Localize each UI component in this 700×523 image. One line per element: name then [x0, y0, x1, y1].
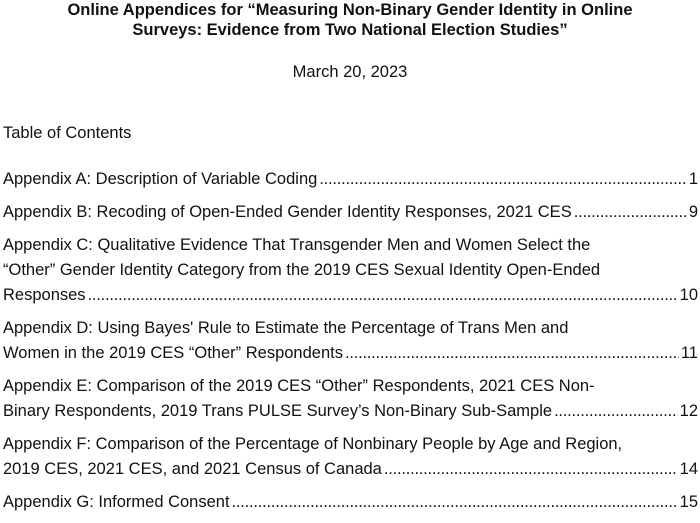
document-title [0, 0, 700, 40]
toc-entry-text: Binary Respondents, 2019 Trans PULSE Survey’s Non-Binary Sub-Sample [3, 402, 553, 420]
toc-entry-text: Appendix C: Qualitative Evidence That Transgender Men and Women Select the [3, 236, 591, 254]
table-of-contents [3, 167, 698, 523]
toc-page-number: 15 [679, 493, 698, 511]
toc-entry-text: Appendix E: Comparison of the 2019 CES “Other” Respondents, 2021 CES Non- [3, 377, 595, 395]
toc-entry-lastline [3, 341, 698, 366]
toc-entry-text: Appendix F: Comparison of the Percentage of Nonbinary People by Age and Region, [3, 435, 623, 453]
title-line-1: Online Appendices for “Measuring Non-Binary Gender Identity in Online [67, 1, 633, 19]
dot-leader [319, 167, 687, 192]
title-line-2: Surveys: Evidence from Two National Election Studies” [132, 21, 568, 39]
dot-leader [384, 457, 678, 482]
toc-entry-lastline [3, 283, 698, 308]
toc-entry[interactable] [3, 374, 698, 424]
dot-leader [554, 399, 678, 424]
toc-entry-lastline [3, 200, 698, 225]
toc-heading: Table of Contents [3, 124, 132, 142]
toc-page-number: 9 [688, 203, 698, 221]
toc-entry-lastline [3, 490, 698, 515]
toc-entry-lastline [3, 457, 698, 482]
toc-entry-text: Appendix G: Informed Consent [3, 493, 230, 511]
dot-leader [345, 341, 679, 366]
toc-entry[interactable] [3, 316, 698, 366]
toc-entry[interactable] [3, 233, 698, 308]
dot-leader [574, 200, 687, 225]
toc-page-number: 10 [679, 286, 698, 304]
toc-entry-text: Appendix B: Recoding of Open-Ended Gender Identity Responses, 2021 CES [3, 203, 572, 221]
toc-entry-text: “Other” Gender Identity Category from the 2019 CES Sexual Identity Open-Ended [3, 261, 601, 279]
toc-entry[interactable] [3, 432, 698, 482]
toc-page-number: 11 [680, 344, 698, 362]
toc-entry-lastline [3, 399, 698, 424]
toc-entry-text: Appendix D: Using Bayes' Rule to Estimate the Percentage of Trans Men and [3, 319, 569, 337]
toc-page-number: 12 [679, 402, 698, 420]
toc-entry-text: Appendix A: Description of Variable Coding [3, 170, 318, 188]
toc-entry[interactable] [3, 200, 698, 225]
toc-entry-lastline [3, 167, 698, 192]
toc-page-number: 14 [679, 460, 698, 478]
toc-page-number: 1 [688, 170, 698, 188]
toc-entry[interactable] [3, 490, 698, 515]
dot-leader [232, 490, 678, 515]
toc-entry[interactable] [3, 167, 698, 192]
toc-entry-text: Women in the 2019 CES “Other” Respondents [3, 344, 343, 362]
document-date: March 20, 2023 [292, 63, 408, 81]
toc-entry-text: Responses [3, 286, 86, 304]
toc-entry-text: 2019 CES, 2021 CES, and 2021 Census of Canada [3, 460, 382, 478]
dot-leader [88, 283, 678, 308]
